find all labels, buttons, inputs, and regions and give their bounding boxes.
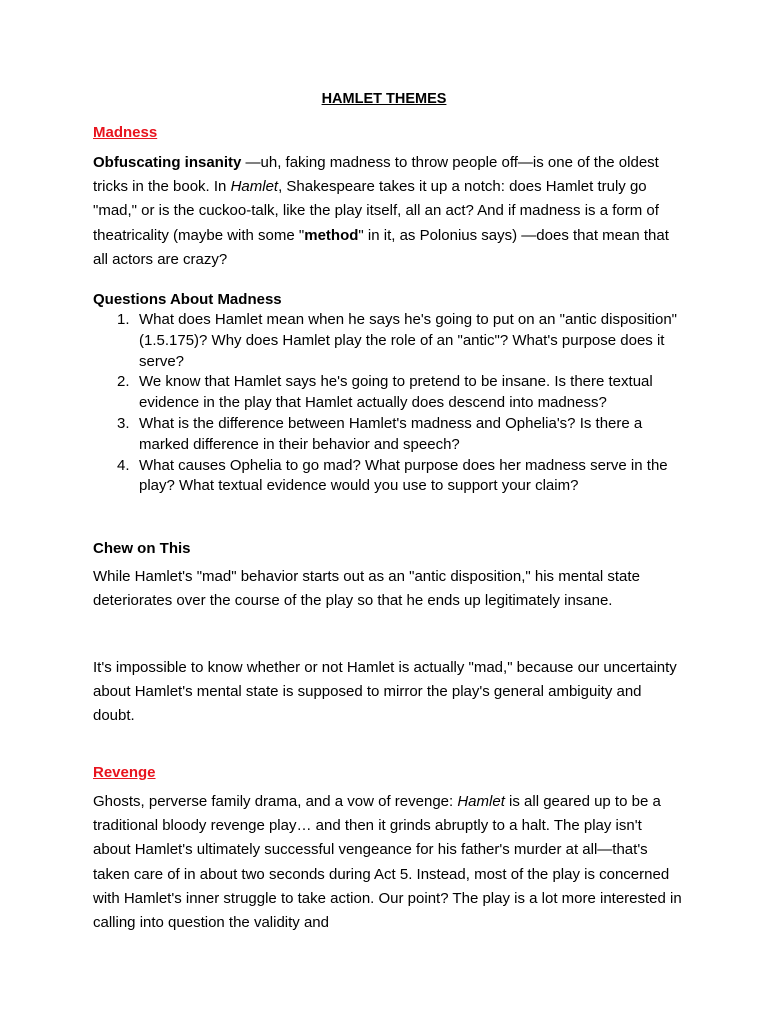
revenge-paragraph bbox=[93, 790, 683, 935]
revenge-text-2: is all geared up to be a traditional bloody revenge play… and then it grinds abruptly to a halt. The play isn't about Hamlet's ultimately successful vengeance for his father's murder at all—that's taken care of in about two seconds during Act 5. Instead, most of the play is concerned with Hamlet's inner struggle to take action. Our point? The play is a lot more interested in calling into question the validity and bbox=[93, 793, 682, 932]
chew-on-this-paragraph-1: While Hamlet's "mad" behavior starts out as an "antic disposition," his mental state deteriorates over the course of the play so that he ends up legitimately insane. bbox=[93, 568, 640, 610]
questions-about-madness-heading: Questions About Madness bbox=[93, 291, 282, 308]
list-item-text: What does Hamlet mean when he says he's going to put on an "antic disposition" (1.5.175)? Why does Hamlet play the role of an "antic"? What's purpose does it serve? bbox=[139, 311, 677, 370]
revenge-text-1: Ghosts, perverse family drama, and a vow of revenge: bbox=[93, 793, 458, 810]
madness-intro-bold-method: method bbox=[304, 226, 359, 244]
list-item bbox=[93, 310, 683, 372]
revenge-italic-hamlet: Hamlet bbox=[457, 793, 505, 810]
madness-bold-lead: Obfuscating insanity bbox=[93, 154, 242, 171]
chew-on-this-paragraph-2: It's impossible to know whether or not Hamlet is actually "mad," because our uncertainty about Hamlet's mental state is supposed to mirror the play's general ambiguity and doubt. bbox=[93, 659, 677, 725]
list-item-number: 1. bbox=[117, 311, 130, 328]
list-item bbox=[93, 456, 683, 498]
madness-intro-text-2: , Shakespeare takes it up a notch: does Hamlet truly go "mad," or is the cuckoo-talk, like the play itself, all an act? And if madness is a form of theatricality (maybe with some " bbox=[93, 178, 659, 244]
list-item-number: 4. bbox=[117, 456, 130, 474]
section-heading-revenge: Revenge bbox=[93, 764, 156, 781]
list-item bbox=[93, 372, 683, 414]
document-title: HAMLET THEMES bbox=[321, 91, 447, 107]
madness-intro-italic-hamlet: Hamlet bbox=[230, 178, 279, 196]
list-item-number: 3. bbox=[117, 414, 130, 432]
madness-intro-text-3: " in it, as Polonius says) —does that mean that all actors are crazy? bbox=[93, 226, 669, 268]
madness-intro-text-1: —uh, faking madness to throw people off—is one of the oldest tricks in the book. In bbox=[93, 154, 659, 196]
chew-on-this-heading: Chew on This bbox=[93, 540, 191, 557]
questions-list bbox=[93, 310, 683, 497]
list-item-text: We know that Hamlet says he's going to pretend to be insane. Is there textual evidence in the play that Hamlet actually does descend into madness? bbox=[139, 373, 653, 412]
list-item-number: 2. bbox=[117, 373, 130, 391]
section-heading-madness: Madness bbox=[93, 124, 158, 141]
list-item-text: What causes Ophelia to go mad? What purpose does her madness serve in the play? What textual evidence would you use to support your claim? bbox=[139, 456, 668, 495]
list-item-text: What is the difference between Hamlet's madness and Ophelia's? Is there a marked difference in their behavior and speech? bbox=[139, 414, 643, 453]
madness-intro-paragraph bbox=[93, 151, 683, 272]
list-item bbox=[93, 414, 683, 456]
